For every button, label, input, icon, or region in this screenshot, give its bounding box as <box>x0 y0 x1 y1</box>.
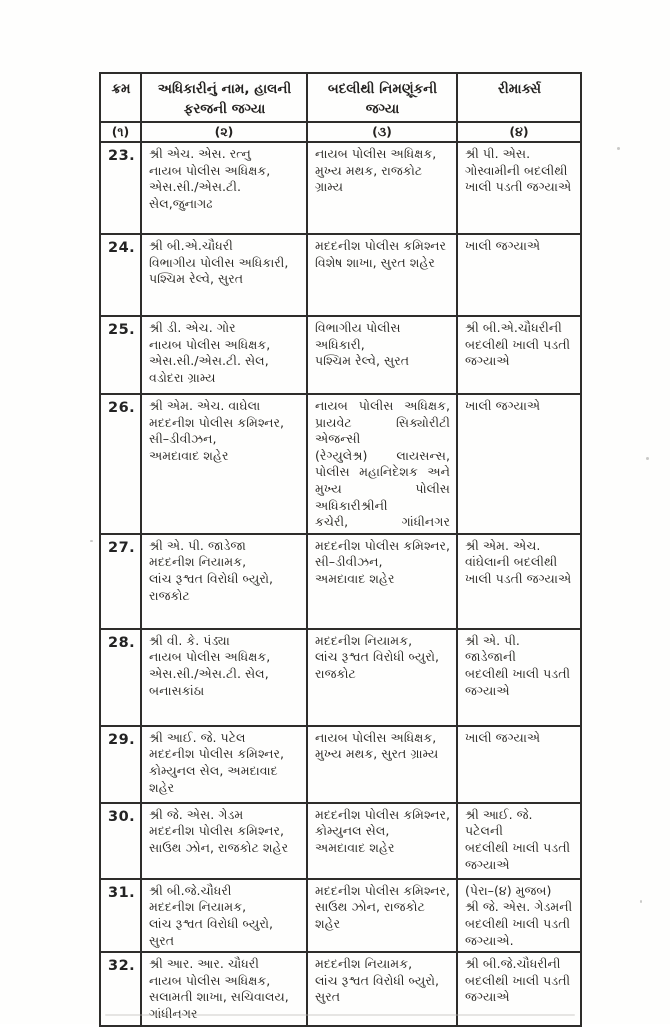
text-line: જગ્યાએ <box>465 989 510 1005</box>
text-line: શ્રી આઈ. જે. પટેલની <box>465 806 533 839</box>
transfer-cell <box>307 803 457 879</box>
transfer-cell <box>307 534 457 629</box>
text-line: જગ્યાએ <box>465 856 510 872</box>
text-line: શ્રી આઈ. જે. પટેલ <box>149 729 246 745</box>
officer-cell <box>141 316 307 394</box>
text-line: પોલીસ મહાનિદેશક અને <box>315 464 450 480</box>
remarks-cell <box>457 234 581 316</box>
serial-cell: 30. <box>100 803 141 879</box>
text-line: ગોસ્વામીની બદલીથી <box>465 162 568 178</box>
text-line: અધિકારી, <box>315 336 365 352</box>
text-line: શ્રી બી.જે.ચૌધરીની <box>465 956 561 972</box>
text-line: મદદનીશ નિયામક, <box>149 899 247 915</box>
text-line: મદદનીશ પોલીસ કમિશ્નર, <box>315 882 450 898</box>
transfer-cell <box>307 316 457 394</box>
text-line: ખાલી જગ્યાએ <box>465 238 541 253</box>
officer-cell <box>141 394 307 534</box>
scan-speck <box>646 457 649 460</box>
text-line: પશ્ચિમ રેલ્વે, સુરત <box>149 271 244 287</box>
transfer-cell <box>307 879 457 952</box>
serial-cell: 29. <box>100 726 141 803</box>
table-row <box>100 629 581 726</box>
text-line: રાજકોટ <box>149 587 190 603</box>
text-line: કોમ્યુનલ સેલ, <box>315 823 390 839</box>
officer-cell <box>141 879 307 952</box>
table-row <box>100 803 581 879</box>
text-line: નાયબ પોલીસ અધિક્ષક, <box>149 972 271 988</box>
text-line: અમદાવાદ શહેર <box>149 447 229 463</box>
serial-cell: 24. <box>100 234 141 316</box>
text-line: શ્રી એ. પી. જાડેજા <box>149 537 246 553</box>
transfer-cell <box>307 234 457 316</box>
text-line: મુખ્ય મથક, સુરત ગ્રામ્ય <box>315 746 439 762</box>
text-line: મદદનીશ નિયામક, <box>149 554 247 570</box>
serial-cell: 32. <box>100 952 141 1025</box>
text-line: વિભાગીય પોલીસ <box>315 320 401 335</box>
text-line: શ્રી એચ. એસ. રત્નુ <box>149 146 251 161</box>
text-line: શ્રી બી.જે.ચૌધરી <box>149 882 232 898</box>
text-line: શ્રી પી. એસ. <box>465 146 531 161</box>
officer-cell <box>141 534 307 629</box>
text-line: પ્રાયવેટ સિક્યોરીટી એજન્સી <box>315 414 450 447</box>
remarks-cell <box>457 726 581 803</box>
remarks-cell <box>457 803 581 879</box>
scan-speck <box>90 540 93 542</box>
text-line: ગાંધીનગર <box>149 1005 198 1021</box>
text-line: જગ્યાએ. <box>465 932 514 948</box>
text-line: લાંચ રૂશ્વત વિરોધી બ્યુરો, <box>315 649 440 665</box>
scan-speck <box>617 147 620 150</box>
remarks-cell <box>457 534 581 629</box>
text-line: (રેગ્યુલેશ્ર) લાયસન્સ, <box>315 447 450 463</box>
text-line: લાંચ રૂશ્વત વિરોધી બ્યુરો, <box>149 570 274 586</box>
table-row <box>100 142 581 234</box>
text-line: શ્રી વી. કે. પંડ્યા <box>149 632 230 648</box>
text-line: ખાલી જગ્યાએ <box>465 729 541 745</box>
text-line: નાયબ પોલીસ અધિક્ષક, <box>315 729 437 745</box>
officer-cell <box>141 234 307 316</box>
table-row <box>100 726 581 803</box>
header-row-numbers <box>100 122 581 142</box>
text-line: વડોદરા ગ્રામ્ય <box>149 369 216 385</box>
text-line: બદલીથી ખાલી પડતી <box>465 665 571 681</box>
text-line: મુખ્ય મથક, રાજકોટ ગ્રામ્ય <box>315 162 423 195</box>
text-line: મદદનીશ પોલીસ કમિશ્નર, <box>149 414 284 430</box>
text-line: વિભાગીય પોલીસ અધિકારી, <box>149 254 289 270</box>
remarks-cell <box>457 394 581 534</box>
text-line: સાઉથ ઝોન, રાજકોટ શહેર <box>149 839 289 855</box>
column-number-3: (૩) <box>307 122 457 142</box>
table-row <box>100 879 581 952</box>
text-line: (પેરા–(૪) મુજબ) <box>465 882 552 898</box>
serial-cell: 28. <box>100 629 141 726</box>
text-line: બદલીથી ખાલી પડતી <box>465 336 571 352</box>
text-line: જગ્યાએ <box>465 682 510 698</box>
serial-cell: 31. <box>100 879 141 952</box>
column-number-4: (૪) <box>457 122 581 142</box>
transfer-cell <box>307 726 457 803</box>
text-line: નાયબ પોલીસ અધિક્ષક, <box>149 162 271 178</box>
text-line: સલામતી શાખા, સચિવાલય, <box>149 989 289 1005</box>
transfer-cell <box>307 629 457 726</box>
text-line: અમદાવાદ શહેર <box>315 570 395 586</box>
text-line: જગ્યાએ <box>465 353 510 369</box>
remarks-cell <box>457 629 581 726</box>
serial-cell: 23. <box>100 142 141 234</box>
text-line: લાંચ રૂશ્વત વિરોધી બ્યુરો, સુરત <box>149 915 274 948</box>
text-line: એસ.સી./એસ.ટી. સેલ, <box>149 353 269 369</box>
text-line: મદદનીશ નિયામક, <box>315 632 413 648</box>
text-line: કોમ્યુનલ સેલ, અમદાવાદ શહેર <box>149 762 278 795</box>
officer-cell <box>141 803 307 879</box>
text-line: બદલીથી ખાલી પડતી <box>465 972 571 988</box>
remarks-cell <box>457 316 581 394</box>
text-line: શ્રી એમ. એચ. વાઘેલા <box>149 398 261 413</box>
text-line: શ્રી એમ. એચ. <box>465 537 541 553</box>
text-line: સાઉથ ઝોન, રાજકોટ શહેર <box>315 899 425 931</box>
text-line: સુરત <box>315 989 341 1005</box>
table-row <box>100 534 581 629</box>
serial-cell: 27. <box>100 534 141 629</box>
column-number-1: (૧) <box>100 122 141 142</box>
text-line: મુખ્ય પોલીસ અધિકારીશ્રીની <box>315 480 450 513</box>
remarks-cell <box>457 142 581 234</box>
table-body <box>100 142 581 1026</box>
text-line: ખાલી જગ્યાએ <box>465 398 541 413</box>
text-line: બદલીથી ખાલી પડતી <box>465 839 571 855</box>
text-line: શ્રી બી.એ.ચૌધરી <box>149 238 233 253</box>
text-line: નાયબ પોલીસ અધિક્ષક, <box>315 398 450 413</box>
scan-speck <box>640 900 642 903</box>
text-line: શ્રી ડી. એચ. ગોર <box>149 320 236 335</box>
officer-cell <box>141 629 307 726</box>
table-row <box>100 316 581 394</box>
officer-cell <box>141 726 307 803</box>
column-header-officer: અધિકારીનું નામ, હાલની ફરજની જગ્યા <box>141 73 307 122</box>
text-line: અમદાવાદ શહેર <box>315 839 395 855</box>
transfer-order-table <box>99 72 582 1027</box>
header-row-labels <box>100 73 581 122</box>
table-header <box>100 73 581 142</box>
text-line: શ્રી જે. એસ. ગેડમની <box>465 899 573 915</box>
column-header-transfer: બદલીથી નિમણૂંકની જગ્યા <box>307 73 457 122</box>
text-line: મદદનીશ નિયામક, <box>315 956 413 972</box>
text-line: વાંઘેલાની બદલીથી <box>465 554 558 570</box>
text-line: મદદનીશ પોલીસ કમિશ્નર, <box>149 746 284 762</box>
column-header-remarks: રીમાર્ક્સ <box>457 73 581 122</box>
text-line: શ્રી એ. પી. જાડેજાની <box>465 632 520 665</box>
serial-cell: 26. <box>100 394 141 534</box>
text-line: નાયબ પોલીસ અધિક્ષક, <box>149 649 271 665</box>
remarks-cell <box>457 879 581 952</box>
text-line: સી–ડીવીઝન, <box>149 431 217 447</box>
table-row <box>100 234 581 316</box>
text-line: મદદનીશ પોલીસ કમિશ્નર <box>315 238 446 253</box>
text-line: નાયબ પોલીસ અધિક્ષક, <box>315 146 437 161</box>
table-row <box>100 394 581 534</box>
text-line: રાજકોટ <box>315 665 356 681</box>
text-line: નાયબ પોલીસ અધિક્ષક, <box>149 336 271 352</box>
column-number-2: (૨) <box>141 122 307 142</box>
text-line: સી–ડીવીઝન, <box>315 554 383 570</box>
scan-smudge <box>105 1014 575 1016</box>
text-line: સેલ,જુનાગઢ <box>149 195 213 211</box>
text-line: બનાસકાંઠા <box>149 682 205 698</box>
text-line: એસ.સી./એસ.ટી. <box>149 179 241 195</box>
text-line: ખાલી પડતી જગ્યાએ <box>465 570 572 586</box>
officer-cell <box>141 142 307 234</box>
transfer-cell <box>307 142 457 234</box>
text-line: શ્રી જે. એસ. ગેડમ <box>149 806 244 822</box>
column-header-serial: ક્રમ <box>100 73 141 122</box>
text-line: મદદનીશ પોલીસ કમિશ્નર, <box>315 537 450 553</box>
text-line: મદદનીશ પોલીસ કમિશ્નર, <box>149 823 284 839</box>
text-line: ખાલી પડતી જગ્યાએ <box>465 179 572 195</box>
text-line: એસ.સી./એસ.ટી. સેલ, <box>149 665 269 681</box>
text-line: લાંચ રૂશ્વત વિરોધી બ્યુરો, <box>315 972 440 988</box>
text-line: કચેરી, ગાંધીનગર <box>315 514 450 530</box>
text-line: મદદનીશ પોલીસ કમિશ્નર, <box>315 806 450 822</box>
text-line: પશ્ચિમ રેલ્વે, સુરત <box>315 353 410 369</box>
text-line: શ્રી બી.એ.ચૌધરીની <box>465 320 562 335</box>
transfer-cell <box>307 394 457 534</box>
text-line: બદલીથી ખાલી પડતી <box>465 915 571 931</box>
text-line: શ્રી આર. આર. ચૌધરી <box>149 956 259 972</box>
serial-cell: 25. <box>100 316 141 394</box>
text-line: વિશેષ શાખા, સુરત શહેર <box>315 254 435 270</box>
